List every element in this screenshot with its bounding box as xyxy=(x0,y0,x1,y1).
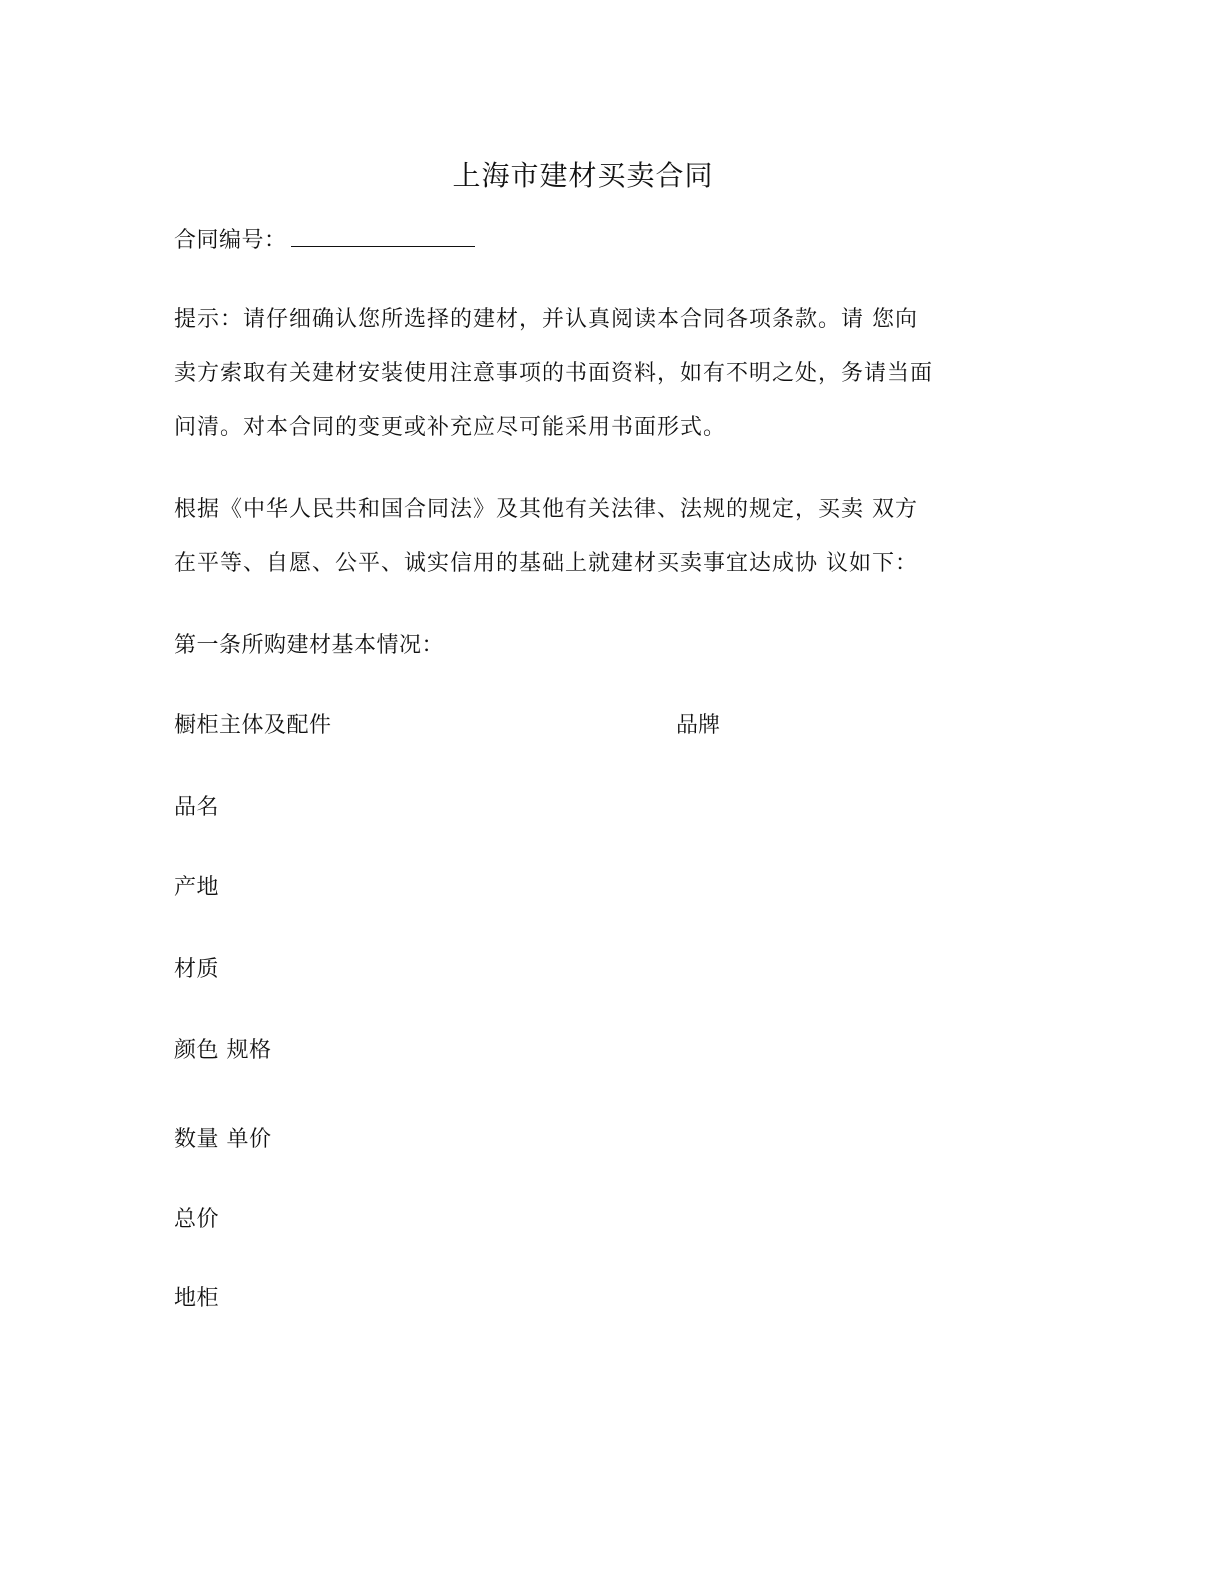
contract-number-row xyxy=(174,224,475,257)
field-quantity-price: 数量 单价 xyxy=(174,1127,272,1152)
basis-line-2: 在平等、自愿、公平、诚实信用的基础上就建材买卖事宜达成协 议如下： xyxy=(174,551,918,576)
field-color-spec: 颜色 规格 xyxy=(174,1038,272,1063)
article1-heading: 第一条所购建材基本情况： xyxy=(174,633,445,658)
field-total-price: 总价 xyxy=(174,1207,220,1232)
contract-number-label: 合同编号： xyxy=(174,228,287,253)
contract-number-blank xyxy=(291,224,475,247)
field-product-name: 品名 xyxy=(174,795,220,820)
notice-line-1: 提示：请仔细确认您所选择的建材，并认真阅读本合同各项条款。请 您向 xyxy=(174,307,918,332)
field-category: 橱柜主体及配件 xyxy=(174,713,332,738)
field-origin: 产地 xyxy=(174,875,220,900)
field-material: 材质 xyxy=(174,957,220,982)
notice-line-2: 卖方索取有关建材安装使用注意事项的书面资料，如有不明之处，务请当面 xyxy=(174,361,934,386)
field-floor-cabinet: 地柜 xyxy=(174,1286,220,1311)
notice-line-3: 问清。对本合同的变更或补充应尽可能采用书面形式。 xyxy=(174,415,727,440)
field-brand: 品牌 xyxy=(676,713,721,738)
document-title: 上海市建材买卖合同 xyxy=(452,159,714,192)
basis-line-1: 根据《中华人民共和国合同法》及其他有关法律、法规的规定，买卖 双方 xyxy=(174,497,918,522)
